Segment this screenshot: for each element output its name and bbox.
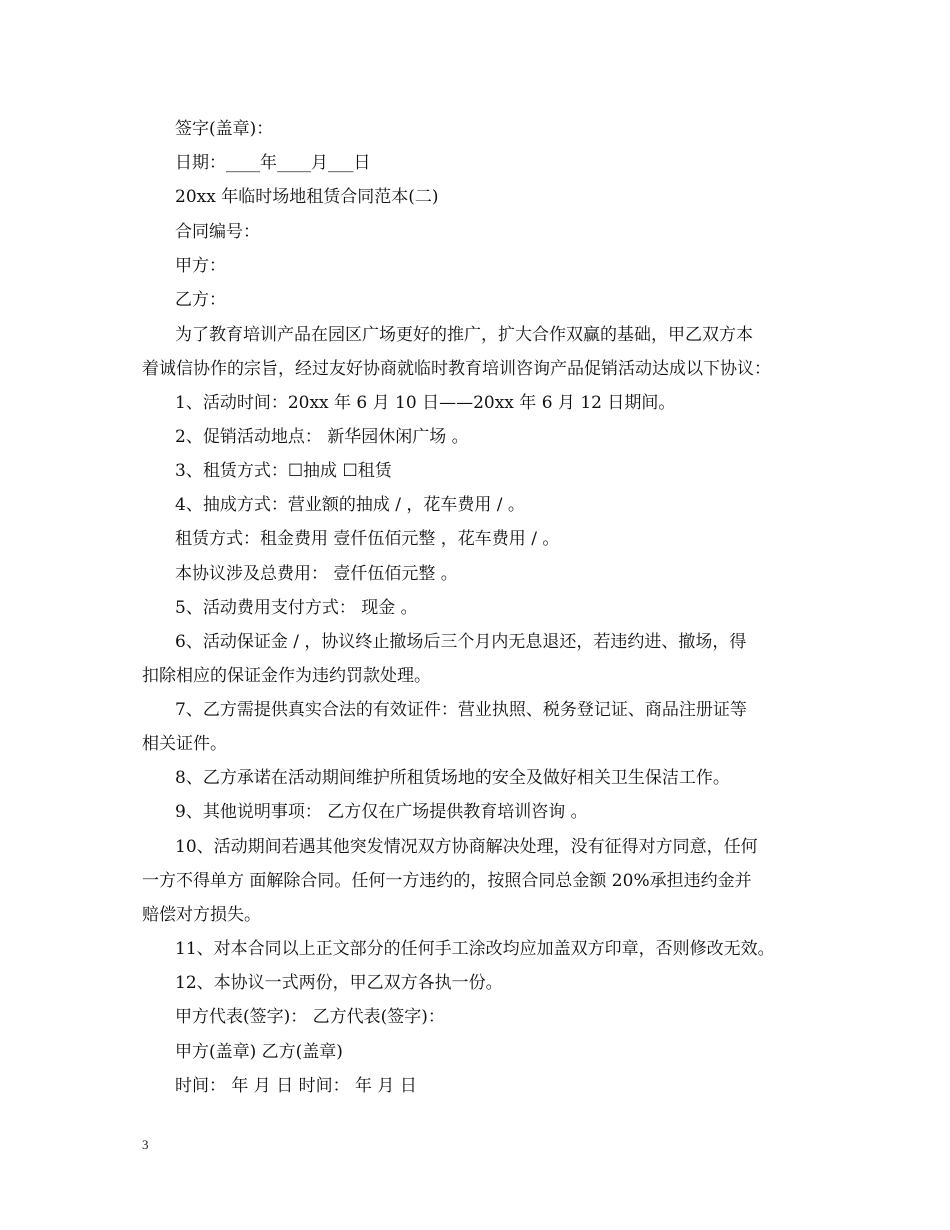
clause-12: 12、本协议一式两份，甲乙双方各执一份。: [175, 973, 503, 993]
signature-seal-line: 签字(盖章)：: [175, 119, 274, 139]
clause-8: 8、乙方承诺在活动期间维护所租赁场地的安全及做好相关卫生保洁工作。: [175, 768, 730, 788]
party-seal-line: 甲方(盖章) 乙方(盖章): [175, 1042, 343, 1062]
party-b-line: 乙方：: [175, 290, 226, 310]
clause-6-line-1: 6、活动保证金 / ，协议终止撤场后三个月内无息退还，若违约进、撤场，得: [175, 632, 747, 652]
total-fee-line: 本协议涉及总费用： 壹仟伍佰元整 。: [175, 564, 458, 584]
clause-6-line-2: 扣除相应的保证金作为违约罚款处理。: [142, 666, 431, 686]
date-line: 日期：____年____月___日: [175, 153, 371, 173]
clause-2: 2、促销活动地点： 新华园休闲广场 。: [175, 427, 469, 447]
clause-10-line-1: 10、活动期间若遇其他突发情况双方协商解决处理，没有征得对方同意，任何: [175, 837, 758, 857]
preamble-line-1: 为了教育培训产品在园区广场更好的推广，扩大合作双赢的基础，甲乙双方本: [175, 325, 753, 345]
clause-7-line-2: 相关证件。: [142, 734, 227, 754]
representative-signature-line: 甲方代表(签字)： 乙方代表(签字)：: [175, 1007, 445, 1027]
clause-11: 11、对本合同以上正文部分的任何手工涂改均应加盖双方印章，否则修改无效。: [175, 939, 775, 959]
preamble-line-2: 着诚信协作的宗旨，经过友好协商就临时教育培训咨询产品促销活动达成以下协议：: [142, 359, 771, 379]
document-title: 20xx 年临时场地租赁合同范本(二): [175, 187, 439, 207]
clause-7-line-1: 7、乙方需提供真实合法的有效证件：营业执照、税务登记证、商品注册证等: [175, 700, 747, 720]
lease-method-line: 租赁方式：租金费用 壹仟伍佰元整 ，花车费用 / 。: [175, 529, 560, 549]
party-a-line: 甲方：: [175, 256, 226, 276]
clause-1: 1、活动时间：20xx 年 6 月 10 日——20xx 年 6 月 12 日期间。: [175, 393, 676, 413]
clause-5: 5、活动费用支付方式： 现金 。: [175, 598, 418, 618]
clause-3: 3、租赁方式：☐抽成 ☐租赁: [175, 461, 392, 481]
clause-4: 4、抽成方式：营业额的抽成 / ，花车费用 / 。: [175, 495, 525, 515]
clause-10-line-3: 赔偿对方损失。: [142, 905, 261, 925]
clause-9: 9、其他说明事项： 乙方仅在广场提供教育培训咨询 。: [175, 802, 588, 822]
contract-number-line: 合同编号：: [175, 222, 260, 242]
clause-10-line-2: 一方不得单方 面解除合同。任何一方违约的，按照合同总金额 20%承担违约金并: [142, 871, 752, 891]
page-number: 3: [142, 1137, 149, 1152]
signing-time-line: 时间： 年 月 日 时间： 年 月 日: [175, 1076, 417, 1096]
